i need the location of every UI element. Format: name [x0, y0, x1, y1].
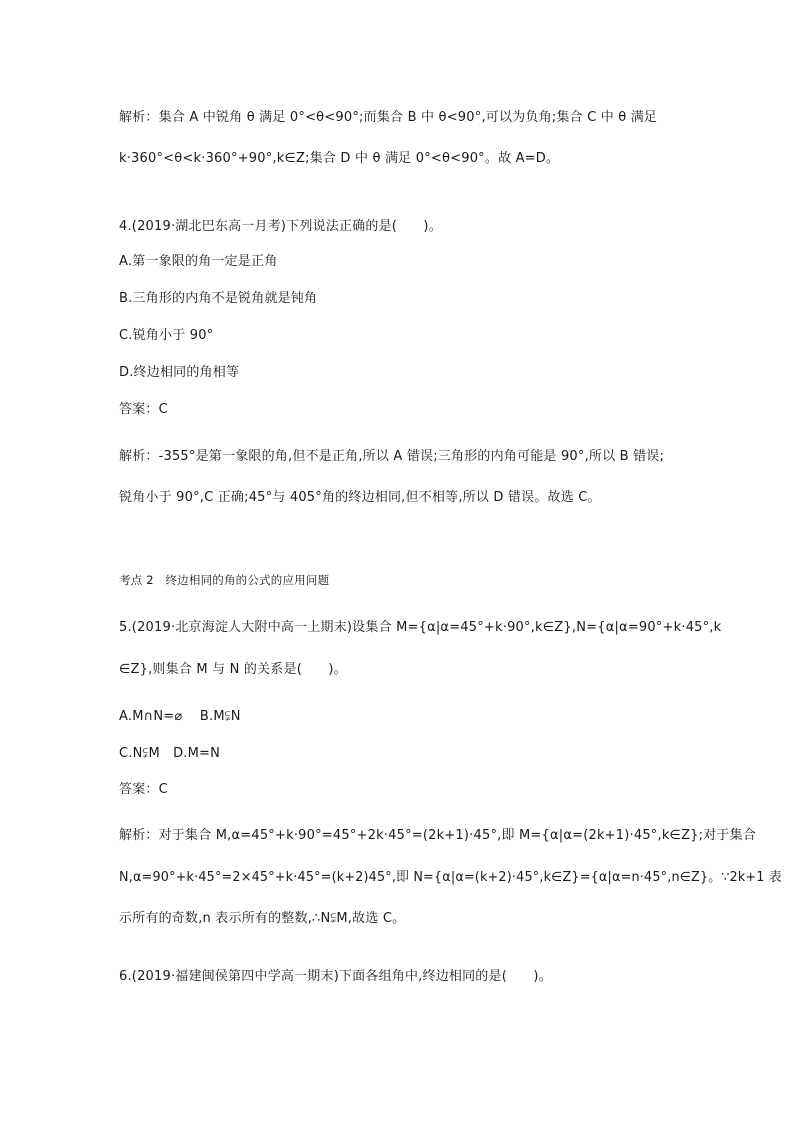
q5-stem-line-2: ∈Z},则集合 M 与 N 的关系是( )。	[119, 662, 347, 677]
q5-explanation-line-2: N,α=90°+k·45°=2×45°+k·45°=(k+2)45°,即 N={α|α=(k+2)·45°,k∈Z}={α|α=n·45°,n∈Z}。∵2k+1 表	[119, 870, 782, 885]
q5-explanation-line-1: 解析：对于集合 M,α=45°+k·90°=45°+2k·45°=(2k+1)·45°,即 M={α|α=(2k+1)·45°,k∈Z};对于集合	[119, 828, 757, 843]
q4-stem: 4.(2019·湖北巴东高一月考)下列说法正确的是( )。	[119, 219, 442, 234]
q3-explanation-line-1: 解析：集合 A 中锐角 θ 满足 0°<θ<90°;而集合 B 中 θ<90°,可以为负角;集合 C 中 θ 满足	[119, 110, 658, 125]
q5-stem-line-1: 5.(2019·北京海淀人大附中高一上期末)设集合 M={α|α=45°+k·90°,k∈Z},N={α|α=90°+k·45°,k	[119, 620, 722, 635]
q4-option-b: B.三角形的内角不是锐角就是钝角	[119, 291, 318, 306]
q4-option-a: A.第一象限的角一定是正角	[119, 254, 278, 269]
q4-explanation-line-1: 解析：-355°是第一象限的角,但不是正角,所以 A 错误;三角形的内角可能是 90°,所以 B 错误;	[119, 449, 665, 464]
q5-options-row-1: A.M∩N=⌀ B.M⫋N	[119, 709, 241, 724]
q4-option-d: D.终边相同的角相等	[119, 365, 240, 380]
q5-answer: 答案：C	[119, 782, 168, 797]
section-title: 考点 2 终边相同的角的公式的应用问题	[119, 573, 330, 587]
q4-explanation-line-2: 锐角小于 90°,C 正确;45°与 405°角的终边相同,但不相等,所以 D 错误。故选 C。	[119, 490, 601, 505]
q4-option-c: C.锐角小于 90°	[119, 328, 214, 343]
q6-stem: 6.(2019·福建闽侯第四中学高一期末)下面各组角中,终边相同的是( )。	[119, 969, 552, 984]
q3-explanation-line-2: k·360°<θ<k·360°+90°,k∈Z;集合 D 中 θ 满足 0°<θ<90°。故 A=D。	[119, 151, 560, 166]
q5-options-row-2: C.N⫋M D.M=N	[119, 746, 221, 761]
q4-answer: 答案：C	[119, 402, 168, 417]
q5-explanation-line-3: 示所有的奇数,n 表示所有的整数,∴N⫋M,故选 C。	[119, 911, 406, 926]
